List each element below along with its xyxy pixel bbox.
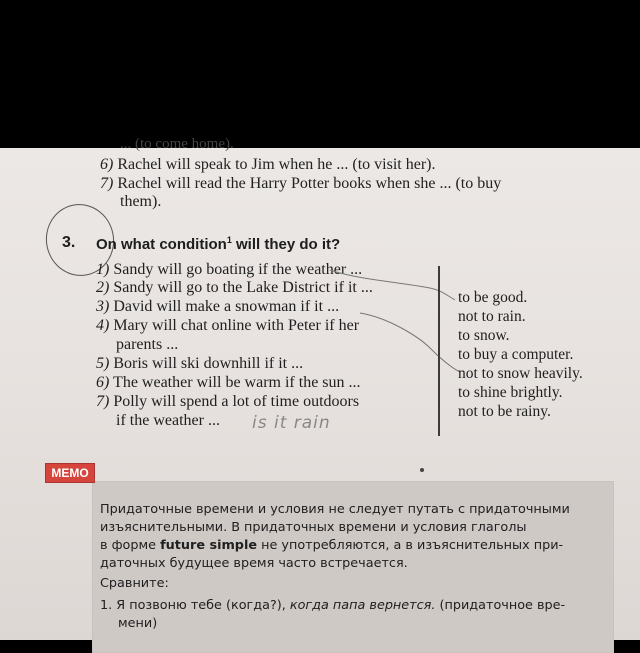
memo-text: мени)	[118, 616, 158, 631]
item-number: 1)	[96, 261, 110, 278]
option-6: to shine brightly.	[458, 384, 563, 401]
memo-text: не употребляются, а в изъяснительных при-	[257, 538, 564, 553]
cut-off-line: ... (to come home).	[120, 136, 234, 152]
handwritten-note: is it rain	[252, 413, 331, 433]
memo-badge: МЕМО	[45, 463, 95, 483]
ink-dot	[420, 468, 424, 472]
footnote-mark: 1	[226, 235, 232, 245]
item-text: The weather will be warm if the sun ...	[109, 374, 361, 391]
memo-example: когда папа вернется.	[289, 598, 436, 613]
item-text: Mary will chat online with Peter if her	[109, 317, 360, 334]
item-text: Sandy will go boating if the weather ...	[109, 261, 363, 278]
item-number: 3)	[96, 298, 110, 315]
memo-line-2	[100, 520, 527, 535]
memo-term: future simple	[160, 538, 258, 553]
memo-line-4	[100, 556, 408, 571]
pencil-line-2	[360, 313, 460, 372]
item-number: 6)	[96, 374, 110, 391]
pencil-line-1	[330, 270, 455, 300]
memo-line-6	[100, 598, 565, 613]
option-7: not to be rainy.	[458, 403, 551, 420]
item-text: Sandy will go to the Lake District if it ...	[109, 279, 373, 296]
memo-text: даточных будущее время часто встречается.	[100, 556, 408, 571]
option-4: to buy a computer.	[458, 346, 574, 363]
item-text: Polly will spend a lot of time outdoors	[109, 393, 360, 410]
option-5: not to snow heavily.	[458, 365, 583, 382]
memo-text: (придаточное вре-	[435, 598, 566, 613]
textbook-page	[0, 136, 640, 640]
item-text: Rachel will speak to Jim when he ... (to visit her).	[113, 156, 436, 173]
memo-line-7	[118, 616, 157, 631]
memo-line-1	[100, 502, 570, 517]
option-2: not to rain.	[458, 308, 526, 325]
memo-line-3	[100, 538, 563, 553]
item-text: them).	[120, 193, 162, 210]
title-rest: will they do it?	[231, 236, 341, 253]
item-text: parents ...	[116, 336, 179, 353]
memo-line-5	[100, 576, 169, 591]
item-number: 6)	[100, 156, 114, 173]
item-number: 2)	[96, 279, 110, 296]
column-divider	[438, 266, 440, 436]
option-1: to be good.	[458, 289, 528, 306]
item-number: 5)	[96, 355, 110, 372]
item-number: 4)	[96, 317, 110, 334]
item-text: if the weather ...	[116, 412, 220, 429]
exercise-number: 3.	[62, 234, 76, 251]
memo-text: Сравните:	[100, 576, 169, 591]
item-text: Rachel will read the Harry Potter books when she ... (to buy	[113, 175, 502, 192]
title-text: On what condition	[96, 236, 227, 253]
option-3: to snow.	[458, 327, 510, 344]
item-text: David will make a snowman if it ...	[109, 298, 340, 315]
item-text: Boris will ski downhill if it ...	[109, 355, 304, 372]
memo-text: в форме	[100, 538, 161, 553]
item-number: 7)	[96, 393, 110, 410]
memo-text: Придаточные времени и условия не следует путать с придаточными	[100, 502, 570, 517]
memo-text: 1. Я позвоню тебе (когда?),	[100, 598, 290, 613]
item-number: 7)	[100, 175, 114, 192]
memo-text: изъяснительными. В придаточных времени и условия глаголы	[100, 520, 527, 535]
